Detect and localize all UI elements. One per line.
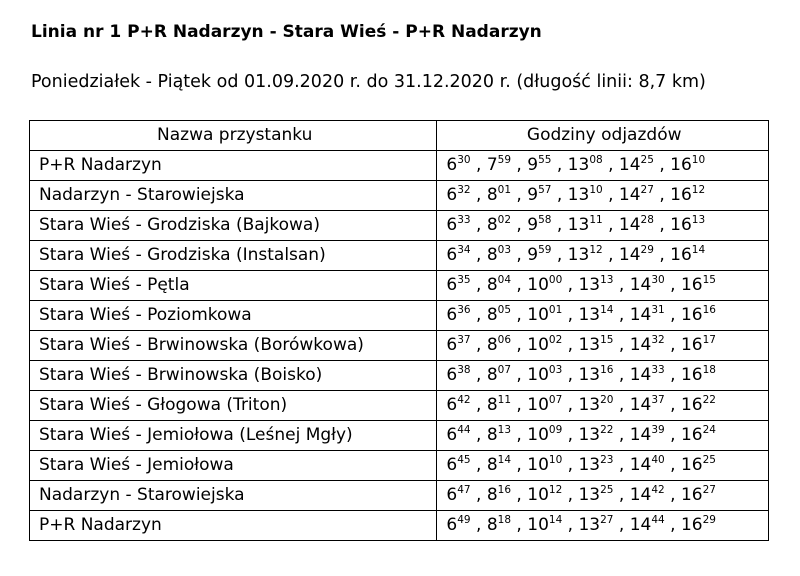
departure-minute: 04 (497, 274, 512, 286)
departure-times-cell: $6^{34}$ , $8^{03}$ , $9^{59}$ , $13^{12}$ , $14^{29}$ , $16^{14}$ (437, 241, 769, 271)
departure-time (578, 485, 613, 505)
departure-hour: 13 (578, 365, 601, 385)
departure-minute: 18 (702, 364, 716, 376)
departure-time (487, 335, 511, 355)
departure-time (446, 455, 470, 475)
departure-minute: 57 (538, 184, 552, 196)
departure-time (487, 395, 511, 415)
departure-minute: 12 (691, 184, 706, 196)
departure-time (446, 185, 470, 205)
departure-minute: 29 (640, 244, 654, 256)
departure-hour: 14 (629, 455, 652, 475)
departure-hour: 16 (670, 215, 692, 235)
stop-name-cell: Stara Wieś - Jemiołowa (30, 451, 437, 481)
stop-name-header: Nazwa przystanku (30, 121, 437, 151)
departure-hour: 6 (446, 425, 458, 445)
departure-times-cell: $6^{49}$ , $8^{18}$ , $10^{14}$ , $13^{27}$ , $14^{44}$ , $16^{29}$ (437, 511, 769, 541)
departure-hour: 6 (446, 485, 458, 505)
departure-hour: 6 (446, 515, 458, 535)
departure-time (630, 395, 665, 415)
departure-time (619, 245, 654, 265)
departure-hour: 13 (567, 245, 590, 265)
departure-minute: 33 (651, 364, 665, 376)
departure-minute: 18 (497, 514, 512, 526)
departure-hour: 6 (446, 155, 458, 175)
departure-hour: 14 (629, 395, 652, 415)
departure-hour: 6 (446, 215, 458, 235)
table-row (30, 361, 769, 391)
departure-minute: 59 (497, 154, 512, 166)
departure-hour: 8 (486, 215, 498, 235)
table-row (30, 241, 769, 271)
departure-minute: 39 (651, 424, 665, 436)
departure-time (487, 305, 511, 325)
departure-time (487, 425, 511, 445)
departure-minute: 07 (497, 364, 512, 376)
departure-time (630, 365, 665, 385)
departure-minute: 58 (538, 214, 552, 226)
departure-time (681, 365, 716, 385)
departure-hour: 14 (629, 335, 652, 355)
departure-hour: 10 (527, 305, 549, 325)
departure-hour: 13 (567, 185, 590, 205)
departure-minute: 14 (497, 454, 512, 466)
departure-time (527, 395, 562, 415)
departure-minute: 20 (600, 394, 614, 406)
departure-minute: 10 (589, 184, 603, 196)
departure-hour: 6 (446, 185, 458, 205)
departure-times-cell: $6^{33}$ , $8^{02}$ , $9^{58}$ , $13^{11}$ , $14^{28}$ , $16^{13}$ (437, 211, 769, 241)
departure-hour: 13 (578, 485, 601, 505)
departure-time (527, 515, 562, 535)
table-row (30, 391, 769, 421)
departure-minute: 44 (651, 514, 665, 526)
stop-name-cell: Stara Wieś - Poziomkowa (30, 301, 437, 331)
departure-hour: 14 (629, 425, 652, 445)
departure-minute: 03 (497, 244, 512, 256)
departure-time (578, 395, 613, 415)
departure-hour: 6 (446, 275, 458, 295)
departure-times-cell: $6^{38}$ , $8^{07}$ , $10^{03}$ , $13^{16}$ , $14^{33}$ , $16^{18}$ (437, 361, 769, 391)
departure-times-header: Godziny odjazdów (437, 121, 769, 151)
departure-minute: 16 (702, 304, 716, 316)
departure-time (446, 275, 470, 295)
departure-hour: 8 (486, 245, 498, 265)
departure-hour: 13 (578, 515, 601, 535)
departure-time (670, 185, 705, 205)
departure-time (578, 305, 613, 325)
departure-hour: 6 (446, 335, 458, 355)
departure-minute: 01 (548, 304, 563, 316)
departure-hour: 16 (680, 275, 703, 295)
departure-minute: 42 (651, 484, 665, 496)
departure-time (487, 275, 511, 295)
departure-minute: 05 (497, 304, 512, 316)
departure-hour: 10 (527, 335, 549, 355)
departure-time (681, 335, 716, 355)
table-row (30, 151, 769, 181)
departure-time (619, 215, 654, 235)
departure-hour: 8 (486, 515, 498, 535)
departure-minute: 00 (548, 274, 563, 286)
departure-hour: 14 (629, 365, 652, 385)
departure-minute: 12 (589, 244, 603, 256)
departure-time (578, 425, 613, 445)
table-row (30, 181, 769, 211)
stop-name-cell: Stara Wieś - Jemiołowa (Leśnej Mgły) (30, 421, 437, 451)
departure-time (568, 215, 603, 235)
departure-minute: 15 (600, 334, 614, 346)
departure-minute: 09 (548, 424, 563, 436)
departure-hour: 10 (527, 485, 549, 505)
departure-minute: 13 (600, 274, 614, 286)
departure-hour: 16 (680, 485, 703, 505)
departure-time (681, 485, 716, 505)
departure-minute: 42 (457, 394, 471, 406)
departure-minute: 10 (548, 454, 563, 466)
departure-time (527, 185, 551, 205)
departure-times-cell: $6^{32}$ , $8^{01}$ , $9^{57}$ , $13^{10}$ , $14^{27}$ , $16^{12}$ (437, 181, 769, 211)
departure-time (446, 425, 470, 445)
departure-time (670, 245, 705, 265)
departure-minute: 17 (702, 334, 716, 346)
departure-minute: 10 (691, 154, 706, 166)
departure-time (630, 455, 665, 475)
departure-hour: 13 (567, 155, 590, 175)
departure-minute: 06 (497, 334, 512, 346)
departure-minute: 03 (548, 364, 563, 376)
departure-time (487, 215, 511, 235)
departure-hour: 13 (578, 425, 601, 445)
departure-time (487, 365, 511, 385)
departure-minute: 47 (457, 484, 471, 496)
departure-time (446, 155, 470, 175)
table-row (30, 451, 769, 481)
departure-hour: 6 (446, 455, 458, 475)
departure-minute: 32 (457, 184, 471, 196)
departure-time (446, 515, 470, 535)
departure-minute: 36 (457, 304, 471, 316)
departure-minute: 22 (702, 394, 716, 406)
departure-minute: 44 (457, 424, 471, 436)
timetable-header-row (30, 121, 769, 151)
departure-hour: 16 (680, 335, 703, 355)
departure-hour: 6 (446, 305, 458, 325)
stop-name-cell: Nadarzyn - Starowiejska (30, 181, 437, 211)
departure-hour: 16 (680, 305, 703, 325)
departure-minute: 07 (548, 394, 563, 406)
departure-time (578, 365, 613, 385)
departure-hour: 8 (486, 275, 498, 295)
departure-time (527, 455, 562, 475)
departure-hour: 14 (618, 185, 641, 205)
departure-hour: 16 (670, 155, 692, 175)
departure-hour: 16 (680, 365, 703, 385)
departure-time (446, 485, 470, 505)
departure-time (568, 245, 603, 265)
departure-time (487, 245, 511, 265)
departure-minute: 27 (702, 484, 716, 496)
departure-hour: 8 (486, 455, 498, 475)
departure-time (681, 455, 716, 475)
departure-hour: 14 (629, 275, 652, 295)
departure-hour: 10 (527, 425, 549, 445)
departure-times-cell: $6^{47}$ , $8^{16}$ , $10^{12}$ , $13^{25}$ , $14^{42}$ , $16^{27}$ (437, 481, 769, 511)
departure-minute: 45 (457, 454, 471, 466)
departure-minute: 24 (702, 424, 716, 436)
departure-minute: 29 (702, 514, 716, 526)
departure-time (487, 485, 511, 505)
timetable (29, 120, 769, 541)
departure-minute: 13 (691, 214, 706, 226)
departure-minute: 22 (600, 424, 614, 436)
departure-minute: 32 (651, 334, 665, 346)
departure-hour: 16 (680, 455, 703, 475)
departure-time (578, 275, 613, 295)
departure-hour: 13 (578, 335, 601, 355)
departure-hour: 14 (629, 485, 652, 505)
table-row (30, 331, 769, 361)
departure-time (681, 395, 716, 415)
departure-time (446, 305, 470, 325)
departure-minute: 16 (497, 484, 512, 496)
departure-time (578, 455, 613, 475)
departure-time (630, 275, 665, 295)
departure-minute: 01 (497, 184, 512, 196)
departure-time (527, 155, 551, 175)
departure-hour: 16 (680, 395, 703, 415)
departure-hour: 8 (486, 395, 498, 415)
departure-hour: 8 (486, 185, 498, 205)
departure-time (487, 155, 511, 175)
departure-minute: 33 (457, 214, 471, 226)
departure-time (630, 515, 665, 535)
departure-minute: 15 (702, 274, 716, 286)
table-row (30, 421, 769, 451)
departure-time (487, 515, 511, 535)
departure-time (527, 365, 562, 385)
stop-name-cell: P+R Nadarzyn (30, 151, 437, 181)
departure-time (527, 275, 562, 295)
departure-minute: 27 (600, 514, 614, 526)
departure-time (527, 245, 551, 265)
departure-minute: 30 (457, 154, 471, 166)
departure-minute: 40 (651, 454, 665, 466)
departure-minute: 12 (548, 484, 563, 496)
departure-hour: 6 (446, 245, 458, 265)
departure-hour: 14 (618, 155, 641, 175)
departure-hour: 16 (680, 515, 703, 535)
departure-hour: 16 (670, 245, 692, 265)
stop-name-cell: Stara Wieś - Brwinowska (Borówkowa) (30, 331, 437, 361)
departure-time (670, 155, 705, 175)
departure-minute: 55 (538, 154, 552, 166)
departure-hour: 8 (486, 365, 498, 385)
departure-minute: 25 (702, 454, 716, 466)
departure-minute: 08 (589, 154, 603, 166)
departure-minute: 37 (651, 394, 665, 406)
schedule-validity-subtitle: Poniedziałek - Piątek od 01.09.2020 r. do 31.12.2020 r. (długość linii: 8,7 km) (31, 72, 706, 92)
departure-minute: 14 (600, 304, 614, 316)
departure-minute: 49 (457, 514, 471, 526)
stop-name-cell: Stara Wieś - Pętla (30, 271, 437, 301)
departure-time (446, 365, 470, 385)
departure-hour: 14 (629, 305, 652, 325)
departure-hour: 9 (527, 155, 539, 175)
departure-times-cell: $6^{30}$ , $7^{59}$ , $9^{55}$ , $13^{08}$ , $14^{25}$ , $16^{10}$ (437, 151, 769, 181)
table-row (30, 271, 769, 301)
departure-hour: 9 (527, 215, 539, 235)
departure-time (527, 215, 551, 235)
departure-minute: 31 (651, 304, 665, 316)
departure-time (681, 425, 716, 445)
departure-minute: 14 (691, 244, 706, 256)
departure-hour: 6 (446, 395, 458, 415)
stop-name-cell: Stara Wieś - Grodziska (Instalsan) (30, 241, 437, 271)
stop-name-cell: P+R Nadarzyn (30, 511, 437, 541)
departure-times-cell: $6^{45}$ , $8^{14}$ , $10^{10}$ , $13^{23}$ , $14^{40}$ , $16^{25}$ (437, 451, 769, 481)
departure-minute: 35 (457, 274, 471, 286)
departure-times-cell: $6^{36}$ , $8^{05}$ , $10^{01}$ , $13^{14}$ , $14^{31}$ , $16^{16}$ (437, 301, 769, 331)
departure-hour: 14 (618, 215, 641, 235)
departure-time (527, 305, 562, 325)
departure-time (681, 515, 716, 535)
departure-hour: 10 (527, 365, 549, 385)
departure-minute: 25 (640, 154, 654, 166)
departure-time (568, 185, 603, 205)
departure-hour: 13 (578, 275, 601, 295)
departure-minute: 16 (600, 364, 614, 376)
departure-minute: 11 (589, 214, 603, 226)
departure-times-cell: $6^{42}$ , $8^{11}$ , $10^{07}$ , $13^{20}$ , $14^{37}$ , $16^{22}$ (437, 391, 769, 421)
stop-name-cell: Stara Wieś - Głogowa (Triton) (30, 391, 437, 421)
departure-hour: 16 (680, 425, 703, 445)
document-title: Linia nr 1 P+R Nadarzyn - Stara Wieś - P+R Nadarzyn (31, 22, 542, 42)
departure-hour: 13 (578, 305, 601, 325)
departure-time (630, 425, 665, 445)
departure-time (527, 425, 562, 445)
stop-name-cell: Stara Wieś - Brwinowska (Boisko) (30, 361, 437, 391)
departure-time (630, 305, 665, 325)
departure-time (568, 155, 603, 175)
departure-hour: 13 (578, 395, 601, 415)
departure-time (527, 485, 562, 505)
table-row (30, 211, 769, 241)
departure-minute: 23 (600, 454, 614, 466)
departure-time (578, 335, 613, 355)
departure-hour: 14 (618, 245, 641, 265)
departure-hour: 10 (527, 395, 549, 415)
departure-times-cell: $6^{35}$ , $8^{04}$ , $10^{00}$ , $13^{13}$ , $14^{30}$ , $16^{15}$ (437, 271, 769, 301)
departure-minute: 02 (497, 214, 512, 226)
departure-hour: 6 (446, 365, 458, 385)
departure-time (527, 335, 562, 355)
departure-time (446, 245, 470, 265)
departure-hour: 14 (629, 515, 652, 535)
departure-time (619, 185, 654, 205)
departure-hour: 13 (578, 455, 601, 475)
departure-time (446, 215, 470, 235)
departure-time (619, 155, 654, 175)
departure-minute: 25 (600, 484, 614, 496)
departure-time (670, 215, 705, 235)
departure-times-cell: $6^{37}$ , $8^{06}$ , $10^{02}$ , $13^{15}$ , $14^{32}$ , $16^{17}$ (437, 331, 769, 361)
departure-time (487, 455, 511, 475)
departure-minute: 02 (548, 334, 563, 346)
departure-hour: 10 (527, 515, 549, 535)
departure-times-cell: $6^{44}$ , $8^{13}$ , $10^{09}$ , $13^{22}$ , $14^{39}$ , $16^{24}$ (437, 421, 769, 451)
table-row (30, 301, 769, 331)
departure-minute: 59 (538, 244, 552, 256)
departure-hour: 8 (486, 335, 498, 355)
departure-time (487, 185, 511, 205)
departure-hour: 13 (567, 215, 590, 235)
departure-minute: 34 (457, 244, 471, 256)
departure-hour: 10 (527, 275, 549, 295)
departure-hour: 16 (670, 185, 692, 205)
departure-time (630, 335, 665, 355)
departure-minute: 27 (640, 184, 654, 196)
departure-hour: 8 (486, 425, 498, 445)
departure-minute: 30 (651, 274, 665, 286)
departure-hour: 8 (486, 485, 498, 505)
departure-time (446, 395, 470, 415)
departure-minute: 13 (497, 424, 512, 436)
departure-hour: 8 (486, 305, 498, 325)
departure-time (681, 305, 716, 325)
departure-minute: 28 (640, 214, 654, 226)
departure-time (630, 485, 665, 505)
departure-minute: 37 (457, 334, 471, 346)
stop-name-cell: Nadarzyn - Starowiejska (30, 481, 437, 511)
departure-hour: 9 (527, 185, 539, 205)
departure-minute: 11 (497, 394, 512, 406)
departure-time (446, 335, 470, 355)
departure-hour: 9 (527, 245, 539, 265)
departure-minute: 38 (457, 364, 471, 376)
table-row (30, 511, 769, 541)
departure-hour: 10 (527, 455, 549, 475)
departure-time (578, 515, 613, 535)
departure-hour: 7 (486, 155, 498, 175)
departure-time (681, 275, 716, 295)
departure-minute: 14 (548, 514, 563, 526)
stop-name-cell: Stara Wieś - Grodziska (Bajkowa) (30, 211, 437, 241)
timetable-body (30, 151, 769, 541)
table-row (30, 481, 769, 511)
